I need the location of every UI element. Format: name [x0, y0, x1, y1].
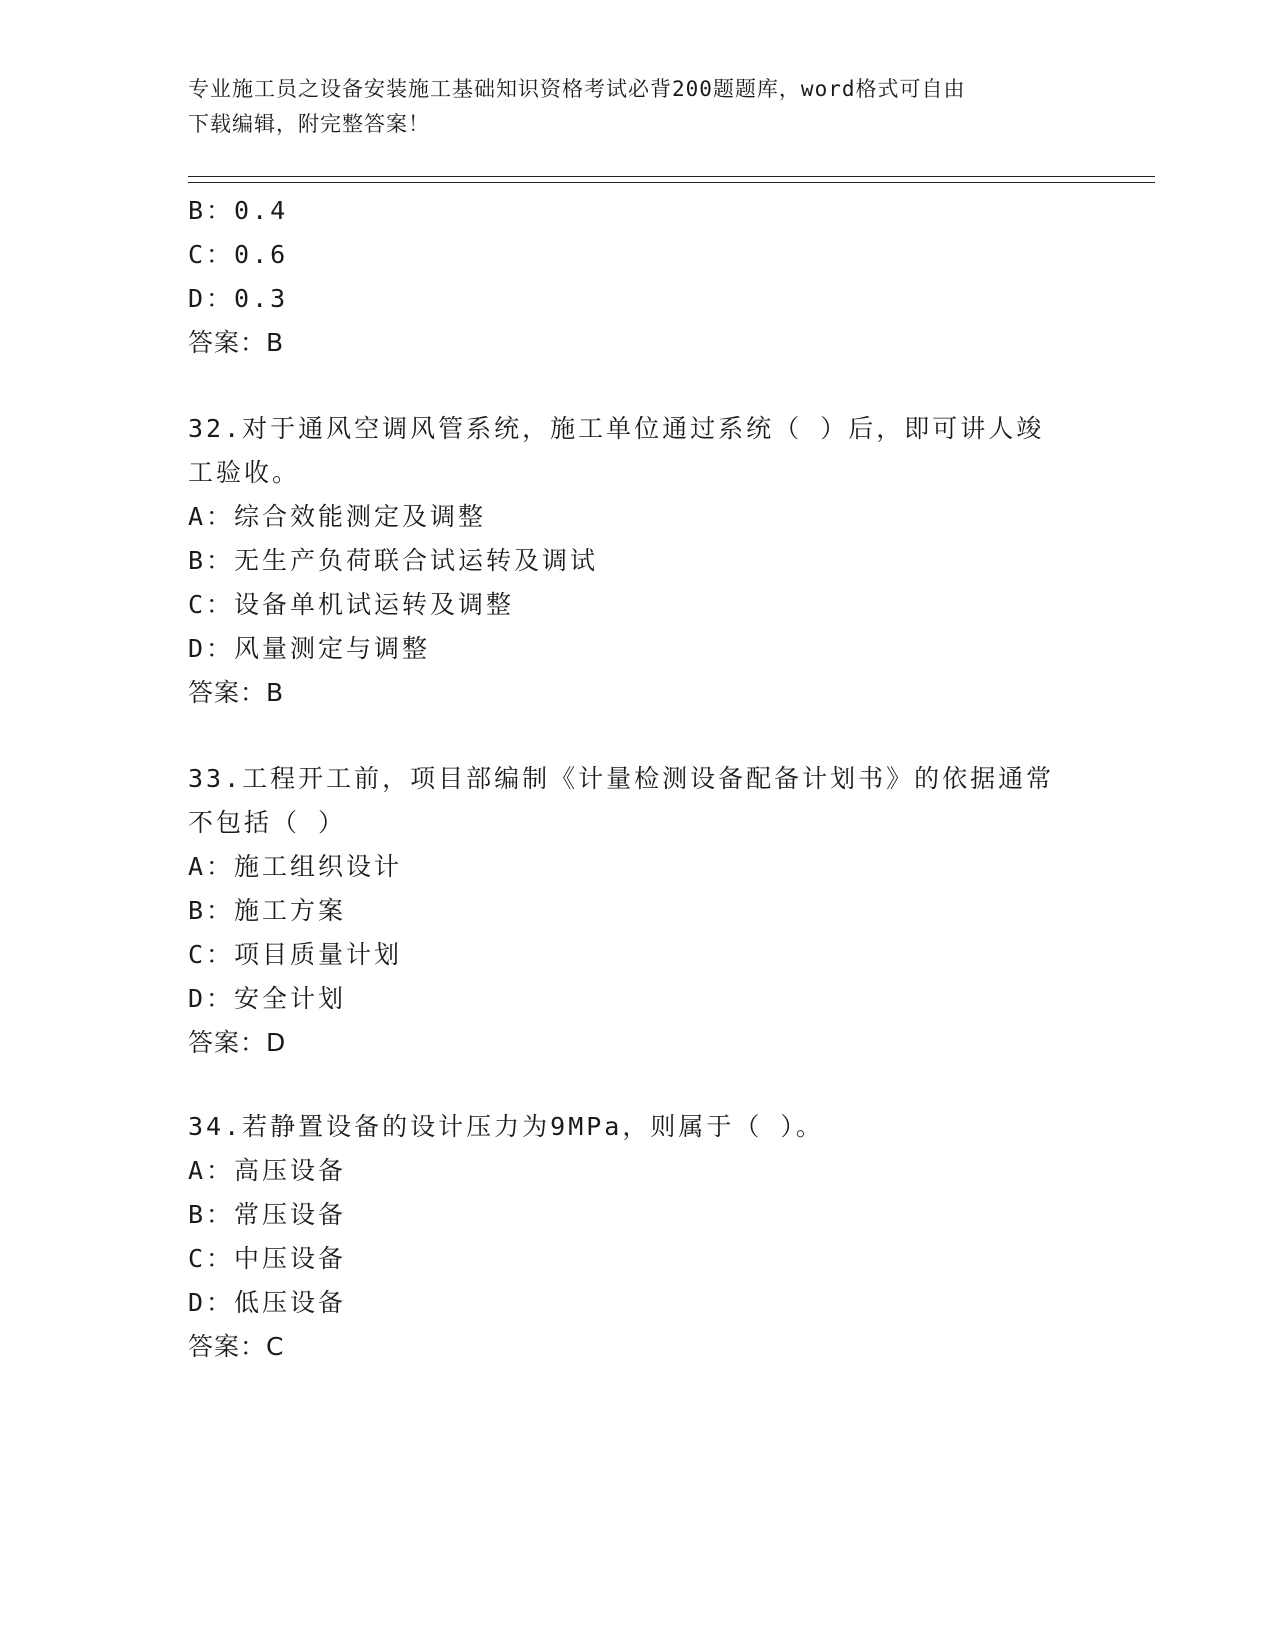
option-c: C：中压设备 [188, 1244, 347, 1273]
answer-line: 答案：B [188, 328, 285, 357]
question-stem: 34.若静置设备的设计压力为9MPa，则属于（ ）。 [188, 1112, 824, 1141]
header-title-line1: 专业施工员之设备安装施工基础知识资格考试必背200题题库，word格式可自由 [188, 77, 966, 101]
option-c: C：0.6 [188, 240, 289, 269]
header-title-line2: 下载编辑，附完整答案！ [188, 112, 430, 136]
option-c: C：项目质量计划 [188, 940, 403, 969]
header-divider-bottom [188, 182, 1155, 183]
option-b: B：0.4 [188, 196, 289, 225]
option-d: D：风量测定与调整 [188, 634, 431, 663]
option-a: A：高压设备 [188, 1156, 347, 1185]
option-d: D：0.3 [188, 284, 289, 313]
option-b: B：施工方案 [188, 896, 347, 925]
answer-line: 答案：D [188, 1028, 287, 1057]
option-a: A：综合效能测定及调整 [188, 502, 487, 531]
option-d: D：安全计划 [188, 984, 347, 1013]
option-c: C：设备单机试运转及调整 [188, 590, 515, 619]
header-divider-top [188, 176, 1155, 177]
answer-line: 答案：B [188, 678, 285, 707]
answer-line: 答案：C [188, 1332, 285, 1361]
option-d: D：低压设备 [188, 1288, 347, 1317]
question-stem: 32.对于通风空调风管系统，施工单位通过系统（ ）后，即可讲人竣 [188, 414, 1045, 443]
question-stem: 不包括（ ） [188, 808, 347, 837]
option-b: B：无生产负荷联合试运转及调试 [188, 546, 599, 575]
question-stem: 33.工程开工前，项目部编制《计量检测设备配备计划书》的依据通常 [188, 764, 1055, 793]
question-stem: 工验收。 [188, 458, 301, 487]
option-b: B：常压设备 [188, 1200, 347, 1229]
document-header [188, 72, 1068, 142]
option-a: A：施工组织设计 [188, 852, 403, 881]
